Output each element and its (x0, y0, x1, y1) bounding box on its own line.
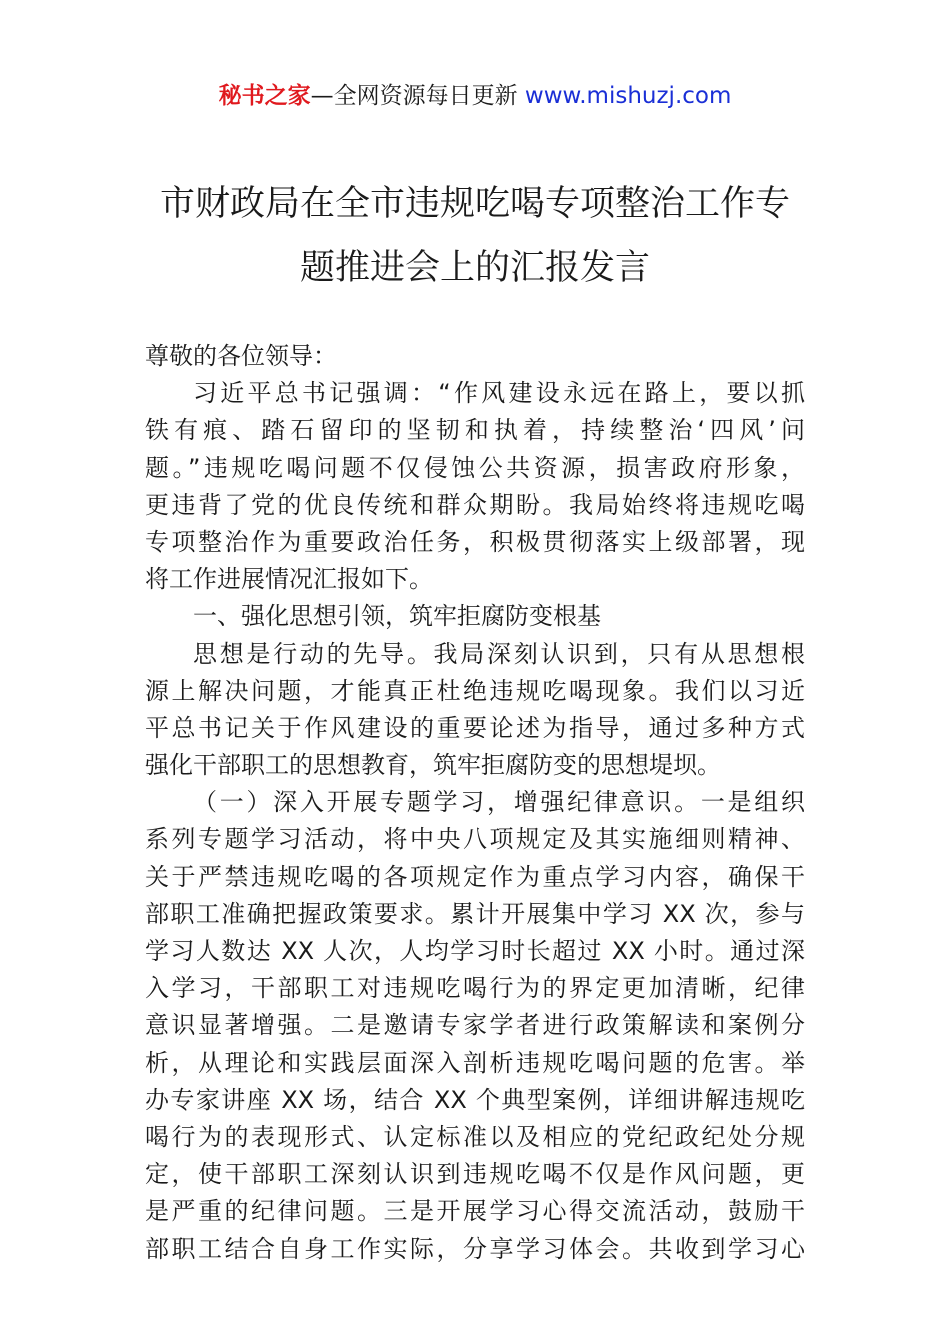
paragraph-line: 更违背了党的优良传统和群众期盼。我局始终将违规吃喝 (145, 490, 805, 519)
paragraph-line: 习近平总书记强调：“作风建设永远在路上，要以抓 (193, 379, 805, 408)
site-brand: 秘书之家 (218, 83, 311, 109)
document-title (120, 172, 830, 300)
site-header (0, 80, 950, 112)
paragraph-line: 铁有痕、踏石留印的坚韧和执着，持续整治‘四风’问 (145, 416, 805, 445)
paragraph-line: 平总书记关于作风建设的重要论述为指导，通过多种方式 (145, 713, 805, 742)
paragraph-line: 意识显著增强。二是邀请专家学者进行政策解读和案例分 (145, 1011, 805, 1040)
paragraph-line: 办专家讲座 XX 场，结合 XX 个典型案例，详细讲解违规吃 (145, 1085, 805, 1114)
paragraph-line: 部职工准确把握政策要求。累计开展集中学习 XX 次，参与 (145, 899, 805, 928)
salutation: 尊敬的各位领导： (145, 342, 337, 370)
paragraph-line: 专项整治作为重要政治任务，积极贯彻落实上级部署，现 (145, 527, 805, 556)
paragraph-line: 思想是行动的先导。我局深刻认识到，只有从思想根 (193, 639, 805, 668)
paragraph-line: 源上解决问题，才能真正杜绝违规吃喝现象。我们以习近 (145, 676, 805, 705)
title-line: 题推进会上的汇报发言 (299, 248, 650, 288)
site-url-link[interactable]: www.mishuzj.com (524, 83, 732, 109)
document-body (145, 338, 805, 1268)
paragraph-line: 部职工结合自身工作实际，分享学习体会。共收到学习心 (145, 1234, 805, 1263)
paragraph-line: 关于严禁违规吃喝的各项规定作为重点学习内容，确保干 (145, 862, 805, 891)
paragraph-line: 强化干部职工的思想教育，筑牢拒腐防变的思想堤坝。 (145, 751, 721, 780)
paragraph-line: 是严重的纪律问题。三是开展学习心得交流活动，鼓励干 (145, 1197, 805, 1226)
paragraph-line: 将工作进展情况汇报如下。 (145, 565, 433, 594)
paragraph-line: 题。”违规吃喝问题不仅侵蚀公共资源，损害政府形象， (145, 453, 805, 482)
paragraph-line: 定，使干部职工深刻认识到违规吃喝不仅是作风问题，更 (145, 1160, 805, 1189)
paragraph-line: 学习人数达 XX 人次，人均学习时长超过 XX 小时。通过深 (145, 937, 805, 965)
section-heading: 一、强化思想引领，筑牢拒腐防变根基 (193, 602, 601, 631)
site-tagline: —全网资源每日更新 (310, 83, 525, 109)
paragraph-line: （一）深入开展专题学习，增强纪律意识。一是组织 (193, 788, 805, 817)
paragraph-line: 入学习，干部职工对违规吃喝行为的界定更加清晰，纪律 (145, 974, 805, 1003)
title-line: 市财政局在全市违规吃喝专项整治工作专 (159, 184, 790, 224)
paragraph-line: 析，从理论和实践层面深入剖析违规吃喝问题的危害。举 (145, 1048, 805, 1077)
paragraph-line: 喝行为的表现形式、认定标准以及相应的党纪政纪处分规 (145, 1122, 805, 1151)
paragraph-line: 系列专题学习活动，将中央八项规定及其实施细则精神、 (145, 825, 805, 854)
